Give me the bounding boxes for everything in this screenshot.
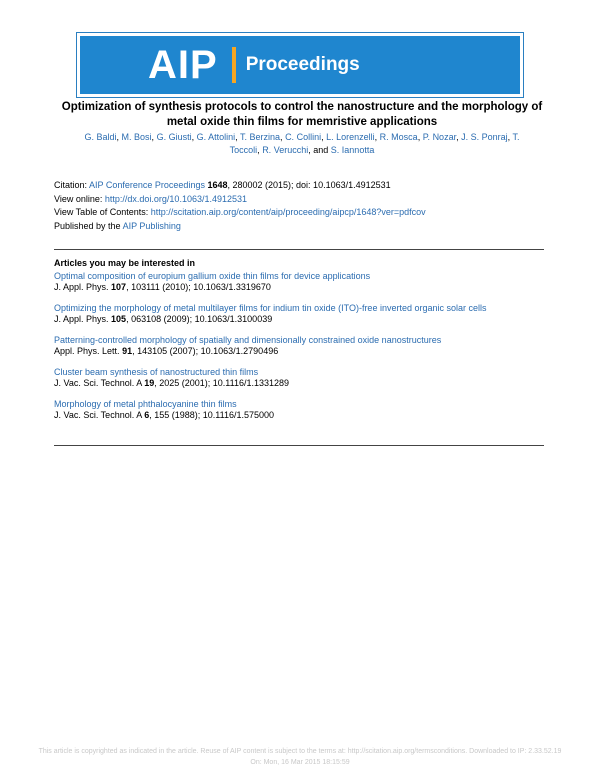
- related-article-title-link[interactable]: Morphology of metal phthalocyanine thin films: [54, 399, 237, 409]
- related-article-citation: [54, 282, 550, 293]
- author-separator: ,: [235, 132, 238, 142]
- related-details: , 063108 (2009); 10.1063/1.3100039: [126, 314, 273, 324]
- related-article: [54, 399, 550, 421]
- related-articles: [54, 258, 550, 431]
- publisher-link[interactable]: AIP Publishing: [122, 221, 181, 232]
- journal-link[interactable]: AIP Conference Proceedings: [89, 180, 205, 190]
- related-details: , 143105 (2007); 10.1063/1.2790496: [132, 346, 279, 356]
- author-line-2: [230, 145, 375, 155]
- footer-line-2: On: Mon, 16 Mar 2015 18:15:59: [250, 759, 350, 766]
- related-details: , 2025 (2001); 10.1116/1.1331289: [154, 378, 290, 388]
- related-heading: Articles you may be interested in: [54, 258, 196, 268]
- author-separator: ,: [321, 132, 324, 142]
- author-and: and: [313, 145, 329, 155]
- author-link[interactable]: S. Iannotta: [330, 145, 375, 155]
- author-link[interactable]: R. Mosca: [379, 132, 418, 142]
- author-link[interactable]: Toccoli: [229, 145, 258, 155]
- view-toc-label: View Table of Contents:: [54, 207, 149, 218]
- author-line-1: [84, 132, 519, 142]
- related-details: , 155 (1988); 10.1116/1.575000: [149, 410, 275, 420]
- author-link[interactable]: G. Attolini: [196, 132, 236, 142]
- related-volume: 91: [122, 346, 133, 356]
- author-separator: ,: [308, 145, 311, 155]
- author-link[interactable]: C. Collini: [285, 132, 322, 142]
- author-separator: ,: [116, 132, 119, 142]
- published-prefix: Published by the: [54, 221, 121, 232]
- author-separator: ,: [374, 132, 378, 142]
- proceedings-label: Proceedings: [245, 54, 360, 75]
- logo-divider: [232, 47, 236, 83]
- related-journal: J. Vac. Sci. Technol. A: [54, 378, 142, 388]
- related-volume: 19: [144, 378, 155, 388]
- related-journal: J. Appl. Phys.: [54, 282, 109, 292]
- aip-proceedings-banner[interactable]: [76, 32, 524, 98]
- related-article-title-link[interactable]: Patterning-controlled morphology of spatially and dimensionally constrained oxide nanostructures: [54, 335, 442, 345]
- article-list: [54, 271, 550, 421]
- author-link[interactable]: T.: [512, 132, 520, 142]
- article-title: Optimization of synthesis protocols to control the nanostructure and the morphology of metal oxide thin films for memristive applications: [61, 101, 543, 128]
- divider-bottom: [54, 445, 544, 446]
- copyright-footer: [0, 746, 600, 768]
- citation-details: , 280002 (2015); doi: 10.1063/1.4912531: [227, 180, 391, 190]
- divider-top: [54, 249, 544, 250]
- author-separator: ,: [417, 132, 421, 142]
- citation-block: [54, 179, 550, 234]
- related-article: [54, 367, 550, 389]
- author-separator: ,: [257, 145, 260, 155]
- author-link[interactable]: M. Bosi: [121, 132, 152, 142]
- author-separator: ,: [151, 132, 155, 142]
- related-article-citation: [54, 346, 550, 357]
- view-online-line: [54, 193, 550, 207]
- banner-background: [80, 36, 520, 94]
- related-article-title-link[interactable]: Optimizing the morphology of metal multilayer films for indium tin oxide (ITO)-free inverted organic solar cells: [54, 303, 487, 313]
- author-link[interactable]: P. Nozar: [422, 132, 457, 142]
- citation-line: [54, 179, 550, 193]
- related-article: [54, 271, 550, 293]
- doi-link[interactable]: http://dx.doi.org/10.1063/1.4912531: [104, 193, 248, 204]
- author-separator: ,: [507, 132, 511, 142]
- related-article: [54, 335, 550, 357]
- related-article-title-link[interactable]: Optimal composition of europium gallium oxide thin films for device applications: [54, 271, 371, 281]
- related-article-citation: [54, 410, 550, 421]
- author-link[interactable]: T. Berzina: [240, 132, 281, 142]
- footer-line-1: This article is copyrighted as indicated in the article. Reuse of AIP content is subject to the terms at: http://scitation.aip.org/termsconditions. Downloaded to IP: 2.33.52.19: [38, 748, 562, 755]
- citation-volume: 1648: [207, 180, 228, 190]
- toc-link[interactable]: http://scitation.aip.org/content/aip/proceeding/aipcp/1648?ver=pdfcov: [150, 207, 426, 218]
- author-separator: ,: [456, 132, 459, 142]
- author-link[interactable]: G. Giusti: [156, 132, 192, 142]
- related-journal: J. Appl. Phys.: [54, 314, 109, 324]
- aip-logo: AIP: [148, 43, 218, 87]
- author-link[interactable]: R. Verucchi: [262, 145, 309, 155]
- related-volume: 6: [144, 410, 150, 420]
- related-journal: Appl. Phys. Lett.: [54, 346, 120, 356]
- published-line: [54, 220, 550, 234]
- author-link[interactable]: J. S. Ponraj: [461, 132, 508, 142]
- author-list: [54, 131, 550, 157]
- author-link[interactable]: L. Lorenzelli: [326, 132, 375, 142]
- related-volume: 105: [111, 314, 127, 324]
- related-article-citation: [54, 314, 550, 325]
- view-toc-line: [54, 206, 550, 220]
- related-article-citation: [54, 378, 550, 389]
- author-link[interactable]: G. Baldi: [84, 132, 117, 142]
- related-volume: 107: [111, 282, 127, 292]
- related-article: [54, 303, 550, 325]
- related-article-title-link[interactable]: Cluster beam synthesis of nanostructured thin films: [54, 367, 259, 377]
- citation-label: Citation:: [54, 180, 88, 190]
- related-details: , 103111 (2010); 10.1063/1.3319670: [126, 282, 271, 292]
- author-separator: ,: [280, 132, 283, 142]
- view-online-label: View online:: [54, 193, 103, 204]
- related-journal: J. Vac. Sci. Technol. A: [54, 410, 142, 420]
- author-separator: ,: [191, 132, 195, 142]
